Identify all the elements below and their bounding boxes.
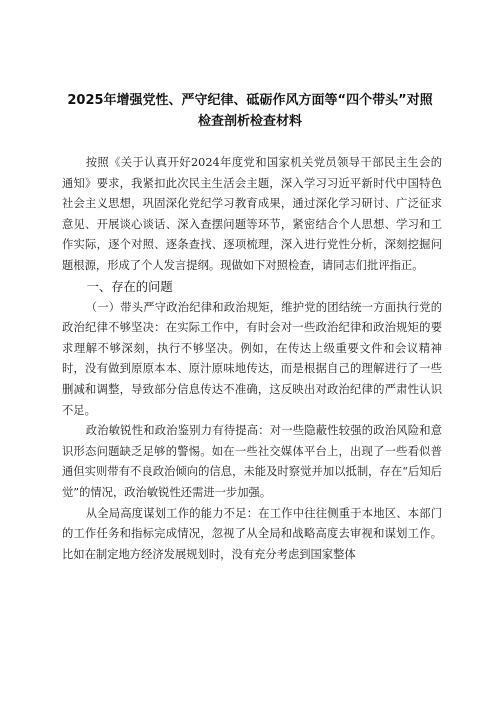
body-paragraph-1: （一）带头严守政治纪律和政治规矩，维护党的团结统一方面执行党的政治纪律不够坚决：在实际工作中，有时会对一些政治纪律和政治规矩的要求理解不够深刻，执行不够坚决。例如，在传达上级重要文件和会议精神时，没有做到原原本本、原汁原味地传达，而是根据自己的理解进行了一些删减和调整，导致部分信息传达不准确，这反映出对政治纪律的严肃性认识不足。	[62, 300, 442, 417]
document-body	[62, 153, 442, 565]
document-title-line-1: 2025年增强党性、严守纪律、砥砺作风方面等“四个带头”对照	[67, 93, 433, 108]
body-paragraph-2: 政治敏锐性和政治鉴别力有待提高：对一些隐蔽性较强的政治风险和意识形态问题缺乏足够的警惕。如在一些社交媒体平台上，出现了一些看似普通但实则带有不良政治倾向的信息，未能及时察觉并加以抵制，存在“后知后觉”的情况，政治敏锐性还需进一步加强。	[62, 424, 442, 499]
section-heading-problems: 一、存在的问题	[86, 279, 173, 294]
document-title-line-2: 检查剖析检查材料	[197, 114, 302, 129]
body-paragraph-3: 从全局高度谋划工作的能力不足：在工作中往往侧重于本地区、本部门的工作任务和指标完成情况，忽视了从全局和战略高度去审视和谋划工作。比如在制定地方经济发展规划时，没有充分考虑到国家整体	[62, 506, 442, 561]
intro-paragraph: 按照《关于认真开好2024年度党和国家机关党员领导干部民主生会的通知》要求，我紧扣此次民主生活会主题，深入学习习近平新时代中国特色社会主义思想，巩固深化党纪学习教育成果，通过深化学习研讨、广泛征求意见、开展谈心谈话、深入查摆问题等环节，紧密结合个人思想、学习和工作实际，逐个对照、逐条查找、逐项梳理，深入进行党性分析，深刻挖掘问题根源，形成了个人发言提纲。现做如下对照检查，请同志们批评指正。	[62, 156, 442, 272]
